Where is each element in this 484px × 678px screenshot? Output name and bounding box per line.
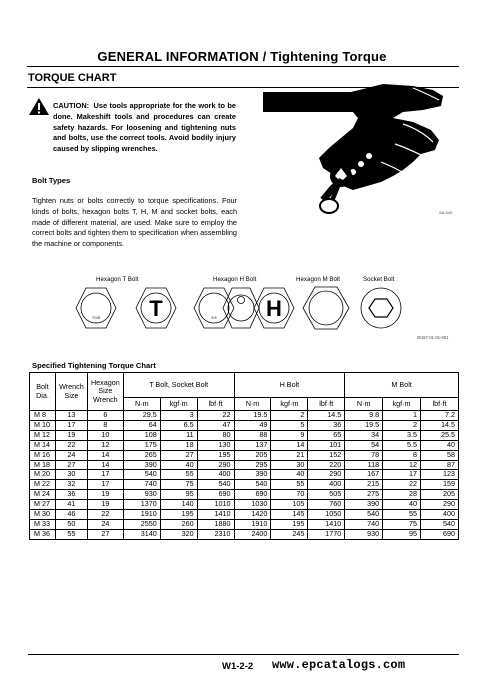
table-cell: 3140 xyxy=(123,529,160,539)
table-cell: 1910 xyxy=(234,519,271,529)
unit-header: N·m xyxy=(123,398,160,411)
table-cell: 5.5 xyxy=(383,440,421,450)
table-cell: 32 xyxy=(55,480,87,490)
table-cell: 18 xyxy=(160,440,197,450)
table-cell: 10 xyxy=(87,430,123,440)
table-row xyxy=(30,490,459,500)
table-cell: 24 xyxy=(87,519,123,529)
torque-table-body xyxy=(30,411,459,540)
hex-h-letter: H xyxy=(266,296,282,321)
table-cell: 1410 xyxy=(308,519,345,529)
table-cell: 1410 xyxy=(197,510,234,520)
bolt-figure-code: W157-01-01-001 xyxy=(417,335,449,340)
table-cell: M 8 xyxy=(30,411,56,421)
table-cell: 215 xyxy=(345,480,383,490)
footer-rule xyxy=(28,654,459,655)
table-cell: 540 xyxy=(123,470,160,480)
table-cell: 390 xyxy=(123,460,160,470)
table-cell: 108 xyxy=(123,430,160,440)
table-cell: 17 xyxy=(55,420,87,430)
table-cell: 64 xyxy=(123,420,160,430)
table-cell: 17 xyxy=(87,470,123,480)
table-cell: 95 xyxy=(160,490,197,500)
table-cell: 1770 xyxy=(308,529,345,539)
table-cell: 80 xyxy=(197,430,234,440)
bolt-label-socket: Socket Bolt xyxy=(363,276,395,283)
table-cell: 21 xyxy=(271,450,308,460)
table-row xyxy=(30,529,459,539)
caution-body: Use tools appropriate for the work to be done. Makeshift tools and procedures can create safety hazards. For loosening and tightening nuts and bolts, use the correct tools. Avoid bodily injury caused by slipping wrenches. xyxy=(53,101,236,154)
table-cell: 690 xyxy=(421,529,459,539)
unit-header: lbf·ft xyxy=(197,398,234,411)
bolt-label-hex-m: Hexagon M Bolt xyxy=(296,276,341,283)
hex-t-mark: 7/1/5 xyxy=(92,316,100,320)
table-cell: M 20 xyxy=(30,470,56,480)
table-cell: 195 xyxy=(197,450,234,460)
table-cell: 22 xyxy=(55,440,87,450)
table-cell: 690 xyxy=(234,490,271,500)
table-cell: 1910 xyxy=(123,510,160,520)
table-cell: 105 xyxy=(271,500,308,510)
table-cell: 1420 xyxy=(234,510,271,520)
table-row xyxy=(30,510,459,520)
table-cell: 36 xyxy=(55,490,87,500)
table-cell: M 18 xyxy=(30,460,56,470)
unit-header: N·m xyxy=(234,398,271,411)
table-cell: 2550 xyxy=(123,519,160,529)
table-cell: 19 xyxy=(55,430,87,440)
table-cell: 6.5 xyxy=(160,420,197,430)
table-cell: 145 xyxy=(271,510,308,520)
socket-bolt xyxy=(361,288,401,328)
table-cell: 78 xyxy=(345,450,383,460)
table-cell: 159 xyxy=(421,480,459,490)
table-cell: 14.5 xyxy=(421,420,459,430)
page-title: GENERAL INFORMATION / Tightening Torque xyxy=(97,49,387,64)
table-cell: 58 xyxy=(421,450,459,460)
table-cell: M 36 xyxy=(30,529,56,539)
table-cell: 1050 xyxy=(308,510,345,520)
hex-h-mark: 5.5 xyxy=(211,316,217,320)
table-cell: 2400 xyxy=(234,529,271,539)
table-cell: 13 xyxy=(55,411,87,421)
table-cell: 275 xyxy=(345,490,383,500)
warning-triangle-icon xyxy=(28,97,50,116)
table-cell: 195 xyxy=(271,519,308,529)
table-cell: 28 xyxy=(383,490,421,500)
table-cell: 65 xyxy=(308,430,345,440)
table-cell: 1 xyxy=(383,411,421,421)
table-cell: 265 xyxy=(123,450,160,460)
table-cell: 9 xyxy=(271,430,308,440)
table-cell: 400 xyxy=(421,510,459,520)
table-cell: 47 xyxy=(197,420,234,430)
table-cell: 152 xyxy=(308,450,345,460)
table-cell: 760 xyxy=(308,500,345,510)
table-cell: M 22 xyxy=(30,480,56,490)
table-row xyxy=(30,500,459,510)
table-cell: 290 xyxy=(308,470,345,480)
table-cell: 1880 xyxy=(197,519,234,529)
table-cell: M 24 xyxy=(30,490,56,500)
table-cell: 1370 xyxy=(123,500,160,510)
table-cell: 101 xyxy=(308,440,345,450)
table-cell: 19 xyxy=(87,500,123,510)
table-cell: 55 xyxy=(160,470,197,480)
table-cell: 25.5 xyxy=(421,430,459,440)
table-row xyxy=(30,450,459,460)
table-cell: M 33 xyxy=(30,519,56,529)
table-row xyxy=(30,460,459,470)
website-url: www.epcatalogs.com xyxy=(272,658,406,672)
table-cell: 14 xyxy=(87,450,123,460)
table-row xyxy=(30,480,459,490)
table-title: Specified Tightening Torque Chart xyxy=(32,361,156,370)
table-cell: 290 xyxy=(421,500,459,510)
table-cell: 2 xyxy=(383,420,421,430)
col-wrench-size: Wrench Size xyxy=(55,373,87,411)
table-cell: 3.5 xyxy=(383,430,421,440)
table-cell: 22 xyxy=(87,510,123,520)
table-cell: 167 xyxy=(345,470,383,480)
col-h-bolt: H Bolt xyxy=(234,373,345,398)
table-cell: 14 xyxy=(271,440,308,450)
table-cell: 118 xyxy=(345,460,383,470)
unit-header: kgf·m xyxy=(160,398,197,411)
table-cell: 2310 xyxy=(197,529,234,539)
table-cell: 55 xyxy=(383,510,421,520)
table-cell: 75 xyxy=(383,519,421,529)
table-cell: 22 xyxy=(383,480,421,490)
unit-header: lbf·ft xyxy=(308,398,345,411)
table-cell: 19.5 xyxy=(234,411,271,421)
table-cell: 5 xyxy=(271,420,308,430)
table-cell: M 16 xyxy=(30,450,56,460)
table-cell: 6 xyxy=(87,411,123,421)
table-cell: 540 xyxy=(234,480,271,490)
table-row xyxy=(30,430,459,440)
table-cell: 205 xyxy=(421,490,459,500)
table-cell: 740 xyxy=(345,519,383,529)
table-cell: M 27 xyxy=(30,500,56,510)
table-cell: 40 xyxy=(160,460,197,470)
bolt-types-heading: Bolt Types xyxy=(32,176,71,185)
table-cell: 40 xyxy=(271,470,308,480)
col-hexagon-wrench: Hexagon Size Wrench xyxy=(87,373,123,411)
table-cell: M 30 xyxy=(30,510,56,520)
table-cell: 27 xyxy=(55,460,87,470)
table-cell: 390 xyxy=(234,470,271,480)
unit-header: kgf·m xyxy=(271,398,308,411)
table-cell: 12 xyxy=(87,440,123,450)
section-title: TORQUE CHART xyxy=(28,72,117,84)
table-cell: 2 xyxy=(271,411,308,421)
table-row xyxy=(30,519,459,529)
table-cell: 540 xyxy=(421,519,459,529)
col-bolt-dia: Bolt Dia. xyxy=(30,373,56,411)
title-rule xyxy=(27,66,459,67)
hex-t-bolt-plain xyxy=(76,288,116,328)
table-cell: 260 xyxy=(160,519,197,529)
table-cell: 14 xyxy=(87,460,123,470)
col-m-bolt: M Bolt xyxy=(345,373,459,398)
table-row xyxy=(30,411,459,421)
table-cell: M 12 xyxy=(30,430,56,440)
table-cell: 14.5 xyxy=(308,411,345,421)
table-cell: 29.5 xyxy=(123,411,160,421)
hand-wrench-illustration xyxy=(263,78,453,228)
unit-header: lbf·ft xyxy=(421,398,459,411)
table-cell: 400 xyxy=(197,470,234,480)
table-cell: 40 xyxy=(421,440,459,450)
col-t-bolt: T Bolt, Socket Bolt xyxy=(123,373,234,398)
table-cell: 540 xyxy=(345,510,383,520)
bolt-label-hex-h: Hexagon H Bolt xyxy=(213,276,257,283)
page-number: W1-2-2 xyxy=(222,661,254,672)
table-cell: 36 xyxy=(308,420,345,430)
table-row xyxy=(30,470,459,480)
unit-header: N·m xyxy=(345,398,383,411)
bolt-label-hex-t: Hexagon T Bolt xyxy=(96,276,139,283)
table-cell: 55 xyxy=(271,480,308,490)
table-cell: 540 xyxy=(197,480,234,490)
table-cell: 49 xyxy=(234,420,271,430)
table-cell: 175 xyxy=(123,440,160,450)
table-cell: 130 xyxy=(197,440,234,450)
table-cell: 320 xyxy=(160,529,197,539)
table-cell: 40 xyxy=(383,500,421,510)
table-cell: 740 xyxy=(123,480,160,490)
table-cell: 22 xyxy=(197,411,234,421)
table-cell: M 10 xyxy=(30,420,56,430)
table-cell: 54 xyxy=(345,440,383,450)
table-cell: 137 xyxy=(234,440,271,450)
table-cell: 690 xyxy=(197,490,234,500)
table-cell: 19 xyxy=(87,490,123,500)
table-cell: M 14 xyxy=(30,440,56,450)
table-cell: 30 xyxy=(55,470,87,480)
table-cell: 1030 xyxy=(234,500,271,510)
table-cell: 400 xyxy=(308,480,345,490)
table-cell: 8 xyxy=(87,420,123,430)
table-cell: 3 xyxy=(160,411,197,421)
table-cell: 205 xyxy=(234,450,271,460)
table-cell: 930 xyxy=(123,490,160,500)
table-cell: 24 xyxy=(55,450,87,460)
figure-code: SA-040 xyxy=(439,210,453,215)
hex-m-bolt xyxy=(303,287,349,329)
table-cell: 295 xyxy=(234,460,271,470)
table-row xyxy=(30,420,459,430)
hex-t-letter: T xyxy=(149,296,163,321)
table-cell: 88 xyxy=(234,430,271,440)
table-cell: 290 xyxy=(197,460,234,470)
table-cell: 87 xyxy=(421,460,459,470)
table-cell: 9.8 xyxy=(345,411,383,421)
table-cell: 220 xyxy=(308,460,345,470)
table-cell: 930 xyxy=(345,529,383,539)
table-cell: 17 xyxy=(383,470,421,480)
table-cell: 75 xyxy=(160,480,197,490)
caution-text xyxy=(53,101,236,155)
table-cell: 46 xyxy=(55,510,87,520)
torque-table xyxy=(29,372,459,540)
table-cell: 123 xyxy=(421,470,459,480)
table-cell: 1010 xyxy=(197,500,234,510)
table-cell: 55 xyxy=(55,529,87,539)
table-cell: 11 xyxy=(160,430,197,440)
caution-label: CAUTION: xyxy=(53,101,90,110)
table-cell: 95 xyxy=(383,529,421,539)
table-cell: 19.5 xyxy=(345,420,383,430)
table-cell: 195 xyxy=(160,510,197,520)
table-cell: 70 xyxy=(271,490,308,500)
bolt-types-paragraph: Tighten nuts or bolts correctly to torque specifications. Four kinds of bolts, hexagon bolts T, H, M and socket bolts, each made of different material, are used. Make sure to employ the correct bolts and tighten them to specification when assembling the machine or components. xyxy=(32,196,237,249)
table-row xyxy=(30,440,459,450)
unit-header: kgf·m xyxy=(383,398,421,411)
table-cell: 245 xyxy=(271,529,308,539)
table-cell: 140 xyxy=(160,500,197,510)
table-cell: 17 xyxy=(87,480,123,490)
table-cell: 390 xyxy=(345,500,383,510)
table-cell: 27 xyxy=(87,529,123,539)
table-cell: 41 xyxy=(55,500,87,510)
table-cell: 7.2 xyxy=(421,411,459,421)
table-cell: 8 xyxy=(383,450,421,460)
bolt-types-figure xyxy=(74,286,416,330)
table-cell: 34 xyxy=(345,430,383,440)
table-cell: 30 xyxy=(271,460,308,470)
table-cell: 505 xyxy=(308,490,345,500)
table-cell: 12 xyxy=(383,460,421,470)
table-cell: 27 xyxy=(160,450,197,460)
table-cell: 50 xyxy=(55,519,87,529)
